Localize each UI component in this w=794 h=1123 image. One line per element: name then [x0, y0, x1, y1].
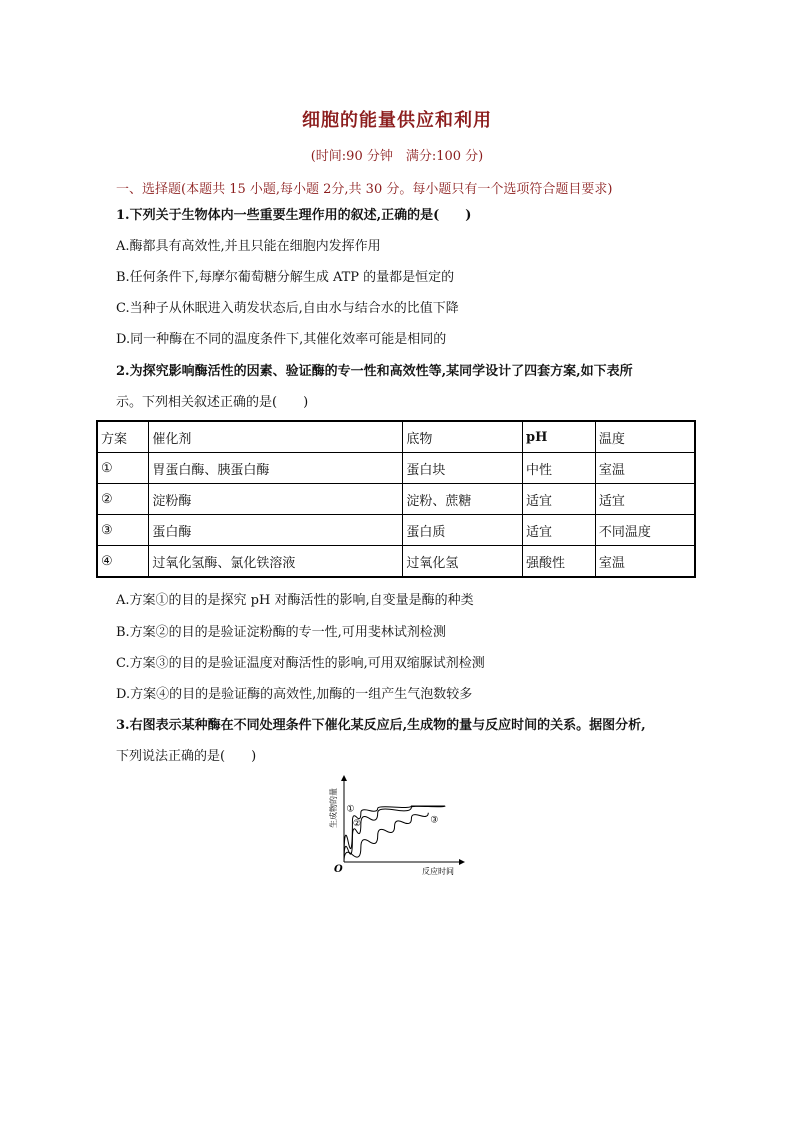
table-header-cell: pH [523, 421, 596, 453]
table-cell: 适宜 [595, 484, 695, 515]
table-header-cell: 温度 [595, 421, 695, 453]
q1-option-b: B.任何条件下,每摩尔葡萄糖分解生成 ATP 的量都是恒定的 [116, 270, 455, 285]
q2-scheme-table [96, 420, 696, 578]
q1-stem: 1.下列关于生物体内一些重要生理作用的叙述,正确的是( ) [116, 208, 472, 223]
x-axis-label: 反应时间 [422, 867, 454, 876]
q2-option-c: C.方案③的目的是验证温度对酶活性的影响,可用双缩脲试剂检测 [116, 656, 485, 671]
section-heading: 一、选择题(本题共 15 小题,每小题 2分,共 30 分。每小题只有一个选项符合题目要求) [116, 182, 613, 197]
series-label-1: ① [346, 804, 355, 815]
q1-option-d: D.同一种酶在不同的温度条件下,其催化效率可能是相同的 [116, 332, 447, 347]
table-header-cell: 催化剂 [149, 421, 403, 453]
q1-option-a: A.酶都具有高效性,并且只能在细胞内发挥作用 [116, 239, 381, 254]
table-cell: 室温 [595, 453, 695, 484]
table-cell: 不同温度 [595, 515, 695, 546]
table-cell: 蛋白酶 [149, 515, 403, 546]
table-header-cell: 底物 [403, 421, 523, 453]
y-axis-label: 生成物的量 [329, 788, 338, 828]
q3-stem-line2: 下列说法正确的是( ) [116, 749, 257, 764]
page-title: 细胞的能量供应和利用 [302, 110, 492, 131]
table-cell: 蛋白质 [403, 515, 523, 546]
table-cell: ② [97, 484, 149, 515]
table-header-cell: 方案 [97, 421, 149, 453]
table-cell: 强酸性 [523, 546, 596, 578]
exam-info: (时间:90 分钟 满分:100 分) [310, 149, 484, 164]
series-label-2: ② [352, 818, 361, 829]
table-cell: ④ [97, 546, 149, 578]
table-cell: 蛋白块 [403, 453, 523, 484]
q2-option-b: B.方案②的目的是验证淀粉酶的专一性,可用斐林试剂检测 [116, 625, 446, 640]
table-cell: 中性 [523, 453, 596, 484]
table-cell: 室温 [595, 546, 695, 578]
table-cell: 胃蛋白酶、胰蛋白酶 [149, 453, 403, 484]
q3-enzyme-chart [322, 772, 472, 876]
table-cell: 过氧化氢 [403, 546, 523, 578]
origin-label: O [334, 864, 343, 875]
table-cell: ③ [97, 515, 149, 546]
q1-option-c: C.当种子从休眠进入萌发状态后,自由水与结合水的比值下降 [116, 301, 459, 316]
table-cell: 过氧化氢酶、氯化铁溶液 [149, 546, 403, 578]
table-cell: 适宜 [523, 484, 596, 515]
q2-option-d: D.方案④的目的是验证酶的高效性,加酶的一组产生气泡数较多 [116, 687, 473, 702]
series-label-3: ③ [430, 815, 439, 826]
table-row [97, 546, 695, 578]
table-row [97, 515, 695, 546]
table-cell: 淀粉酶 [149, 484, 403, 515]
table-header-row [97, 421, 695, 453]
table-cell: 淀粉、蔗糖 [403, 484, 523, 515]
table-cell: ① [97, 453, 149, 484]
series-curve-2 [344, 806, 445, 862]
q2-stem-line1: 2.为探究影响酶活性的因素、验证酶的专一性和高效性等,某同学设计了四套方案,如下表所 [116, 364, 633, 379]
q3-stem-line1: 3.右图表示某种酶在不同处理条件下催化某反应后,生成物的量与反应时间的关系。据图分析, [116, 718, 646, 733]
q2-option-a: A.方案①的目的是探究 pH 对酶活性的影响,自变量是酶的种类 [116, 593, 474, 608]
q2-stem-line2: 示。下列相关叙述正确的是( ) [116, 395, 309, 410]
table-row [97, 453, 695, 484]
table-cell: 适宜 [523, 515, 596, 546]
table-row [97, 484, 695, 515]
